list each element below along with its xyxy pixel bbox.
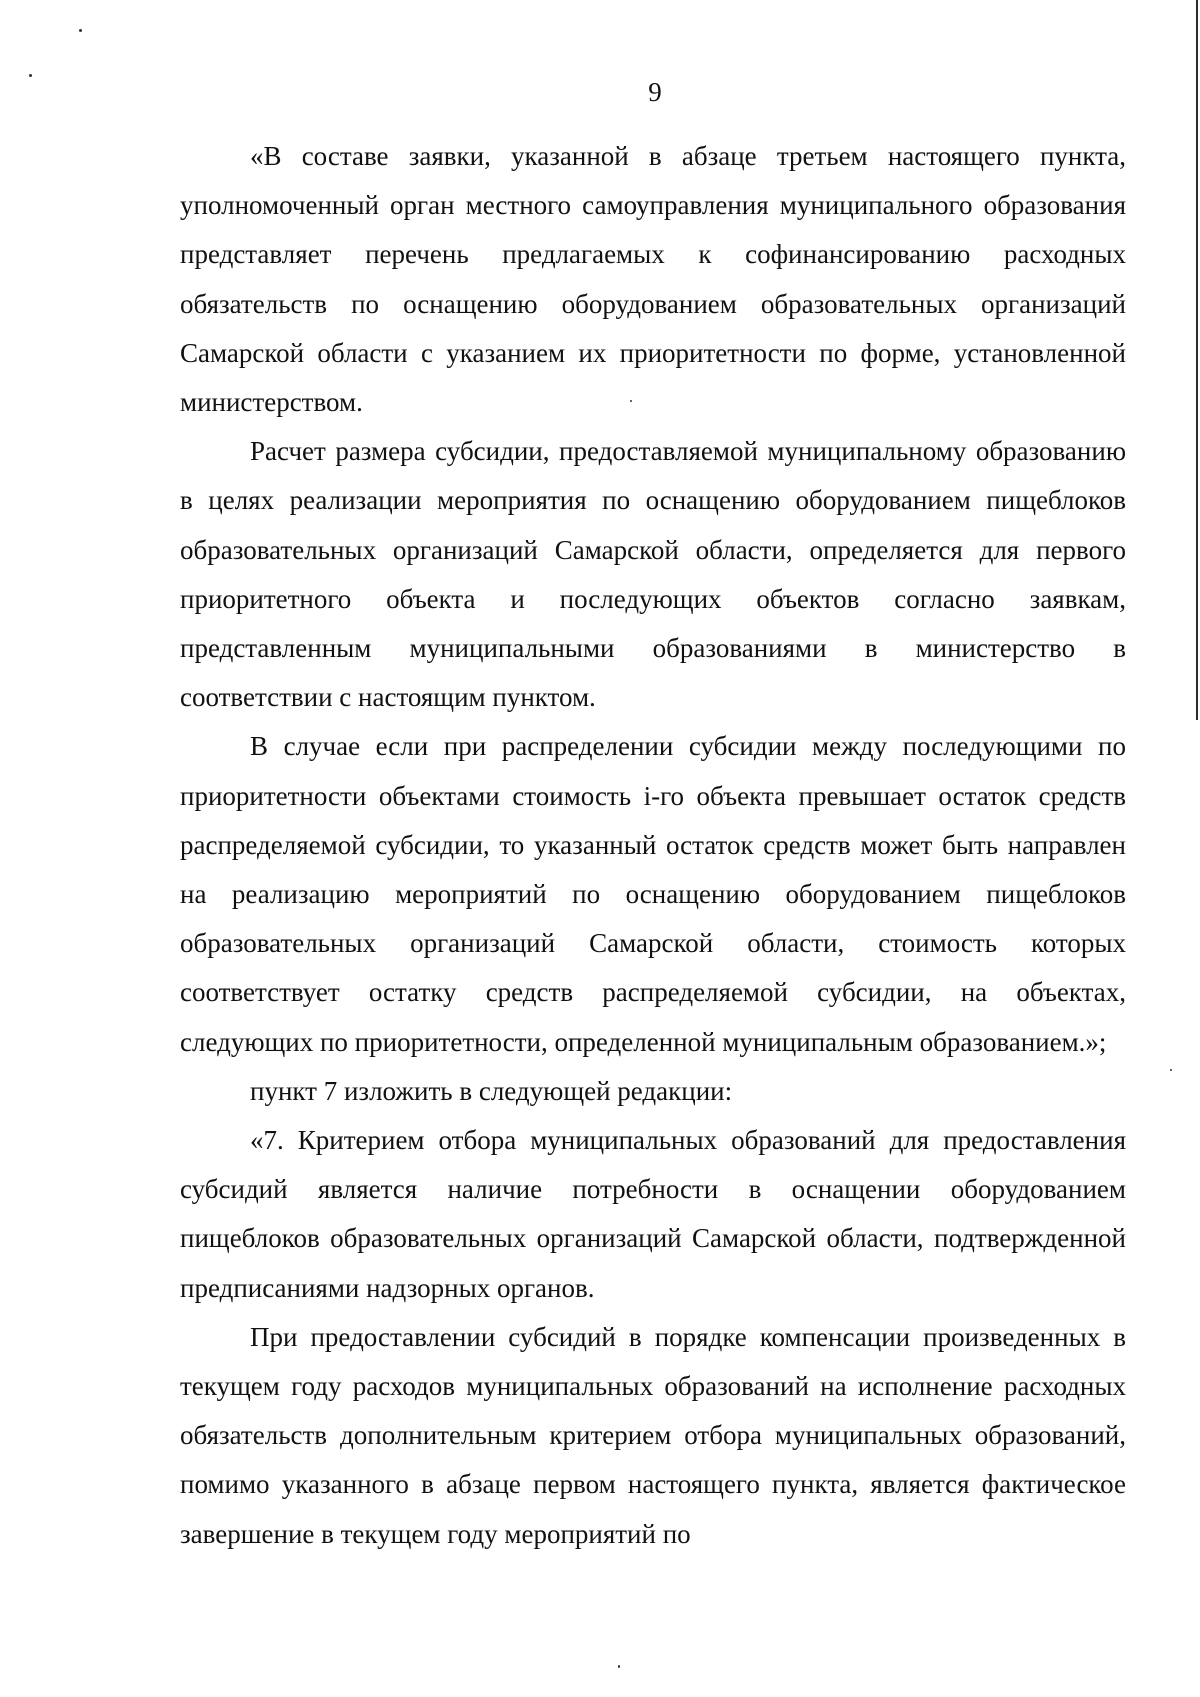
scan-speck [29, 74, 32, 77]
paragraph-selection-criterion: «7. Критерием отбора муниципальных образований для предоставления субсидий является наличие потребности в оснащении оборудованием пищеблоков образовательных организаций Самарской области, подтвержденной предписаниями надзорных органов. [180, 1125, 1126, 1303]
scan-speck [1170, 1069, 1172, 1071]
paragraph-subsidy-distribution: В случае если при распределении субсидии между последующими по приоритетности объектами стоимость i-го объекта превышает остаток средств распределяемой субсидии, то указанный остаток средств может быть направлен на реализацию мероприятий по оснащению оборудованием пищеблоков образовательных организаций Самарской области, стоимость которых соответствует остатку средств распределяемой субсидии, на объектах, следующих по приоритетности, определенной муниципальным образованием.»; [180, 731, 1126, 1057]
scan-speck [618, 1665, 620, 1668]
paragraph-application-composition: «В составе заявки, указанной в абзаце третьем настоящего пункта, уполномоченный орган местного самоуправления муниципального образования представляет перечень предлагаемых к софинансированию расходных обязательств по оснащению оборудованием образовательных организаций Самарской области с указанием их приоритетности по форме, установленной министерством. [180, 141, 1126, 418]
paragraph-additional-criterion: При предоставлении субсидий в порядке компенсации произведенных в текущем году расходов муниципальных образований на исполнение расходных обязательств дополнительным критерием отбора муниципальных образований, помимо указанного в абзаце первом настоящего пункта, является фактическое завершение в текущем году мероприятий по [180, 1321, 1126, 1549]
document-body [180, 132, 1126, 1559]
paragraph-amendment-instruction: пункт 7 изложить в следующей редакции: [250, 1075, 733, 1106]
page-number: 9 [648, 77, 662, 107]
scan-speck [630, 400, 632, 402]
scan-edge-line [1196, 0, 1198, 720]
paragraph-subsidy-calculation: Расчет размера субсидии, предоставляемой муниципальному образованию в целях реализации мероприятия по оснащению оборудованием пищеблоков образовательных организаций Самарской области, определяется для первого приоритетного объекта и последующих объектов согласно заявкам, представленным муниципальными образованиями в министерство в соответствии с настоящим пунктом. [180, 436, 1126, 713]
scan-speck [79, 29, 82, 32]
